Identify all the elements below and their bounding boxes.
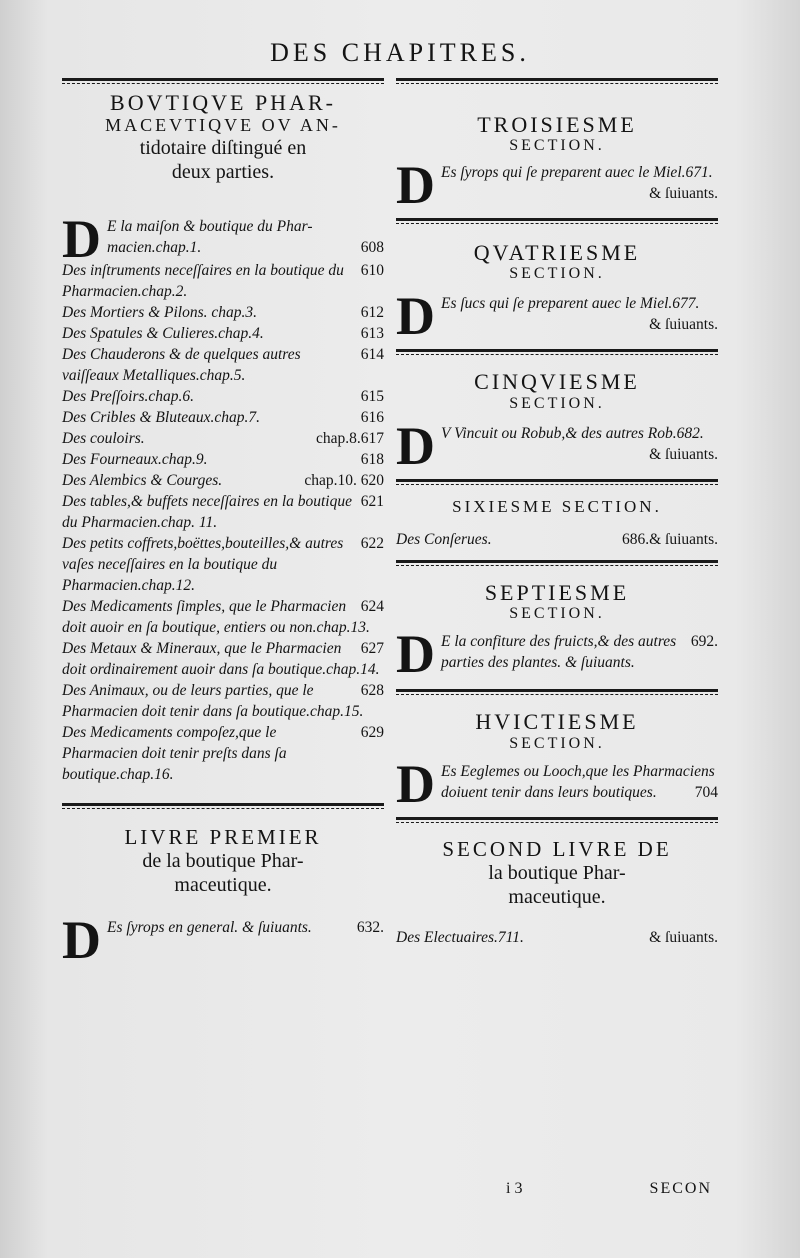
entry-text: Des inſtruments neceſſaires en la boutique du Pharmacien.chap.2. <box>62 261 344 300</box>
entry-page: 616 <box>360 408 384 426</box>
toc-entry <box>62 344 384 386</box>
section-subtitle: SECTION. <box>509 394 605 412</box>
section-block <box>396 709 718 814</box>
toc-entry <box>396 286 718 347</box>
section-title: QVATRIESME <box>473 239 641 265</box>
section-subtitle: SECTION. <box>509 604 605 622</box>
divider-rule <box>396 218 718 224</box>
book-subtitle: de la boutique Phar- <box>142 850 304 873</box>
entry-text: Des Cribles & Bluteaux.chap.7. <box>62 408 261 426</box>
section-heading <box>62 90 384 136</box>
toc-entry <box>62 386 384 407</box>
toc-entry <box>62 407 384 428</box>
section-title: TROISIESME <box>477 112 637 137</box>
heading-subtitle <box>62 136 384 184</box>
drop-capital: D <box>62 208 101 269</box>
entry-page: 628 <box>360 681 384 699</box>
divider-rule <box>62 78 384 84</box>
drop-capital: D <box>396 154 435 215</box>
section-block <box>396 239 718 347</box>
book-subtitle: maceutique. <box>508 886 606 909</box>
entry-page: & ſuiuants. <box>649 446 718 464</box>
section-block <box>396 579 718 685</box>
entry-page: & ſuiuants. <box>649 929 718 947</box>
toc-entry <box>62 596 384 638</box>
section-title: HVICTIESME <box>475 709 639 735</box>
book-heading: LIVRE PREMIER <box>124 824 322 849</box>
signature-mark: i 3 <box>506 1180 523 1197</box>
section-title: SIXIESME SECTION. <box>452 497 662 517</box>
entry-text: Es ſyrops qui ſe preparent auec le Miel.671. <box>441 163 713 181</box>
entry-page: 621 <box>360 492 384 510</box>
entry-page: chap.8.617 <box>315 429 384 447</box>
entry-text: Des Mortiers & Pilons. chap.3. <box>62 303 258 321</box>
toc-entry <box>62 323 384 344</box>
entry-page: 610 <box>360 261 384 279</box>
entry-page: 686.& ſuiuants. <box>621 530 718 548</box>
entry-page: 618 <box>360 450 384 468</box>
entry-text: Des couloirs. <box>62 429 145 447</box>
entry-text: E la maiſon & boutique du Phar- macien.chap.1. <box>107 217 313 256</box>
section-block <box>396 497 718 550</box>
book-subtitle: maceutique. <box>174 874 272 897</box>
entry-page: 608 <box>360 238 384 256</box>
toc-entry <box>62 910 384 971</box>
section-title: CINQVIESME <box>474 369 640 395</box>
entry-page: 627 <box>360 639 384 657</box>
toc-entry <box>396 624 718 685</box>
entry-page: chap.10. 620 <box>304 471 384 489</box>
divider-rule <box>396 479 718 485</box>
section-block <box>396 112 718 215</box>
divider-rule <box>396 817 718 823</box>
toc-entry <box>396 927 718 948</box>
entry-text: Des Electuaires.711. <box>396 929 524 947</box>
entry-page: 632. <box>356 919 384 937</box>
toc-entry <box>62 302 384 323</box>
entry-text: Des Medicaments compoſez,que le Pharmacien doit tenir preſts dans ſa boutique.chap.16. <box>62 723 287 783</box>
entry-text: Des Fourneaux.chap.9. <box>62 450 208 468</box>
subtitle-line: tidotaire diſtingué en <box>139 136 307 159</box>
toc-entry <box>396 154 718 215</box>
section-subtitle: SECTION. <box>509 734 605 752</box>
divider-rule <box>396 349 718 355</box>
toc-entry <box>396 753 718 814</box>
entry-text: Es ſyrops en general. & ſuiuants. <box>107 919 312 937</box>
toc-entry <box>396 529 718 550</box>
entry-page: & ſuiuants. <box>649 184 718 202</box>
entry-text: Des Preſſoirs.chap.6. <box>62 387 195 405</box>
running-head: DES CHAPITRES. <box>270 38 530 67</box>
entry-page: 614 <box>360 345 384 363</box>
drop-capital: D <box>396 624 435 685</box>
subtitle-line: deux parties. <box>171 160 275 183</box>
entry-text: Des Alembics & Courges. <box>62 471 223 489</box>
entry-page: 629 <box>360 723 384 741</box>
toc-entry <box>62 260 384 302</box>
heading-line: MACEVTIQVE OV AN- <box>105 115 341 136</box>
toc-entry <box>62 722 384 785</box>
entry-page: 704 <box>694 783 718 801</box>
section-block <box>396 369 718 477</box>
drop-capital: D <box>396 416 435 477</box>
entry-text: Des Spatules & Culieres.chap.4. <box>62 324 264 342</box>
divider-rule <box>396 560 718 566</box>
heading-line: BOVTIQVE PHAR- <box>110 90 336 115</box>
toc-entry <box>62 533 384 596</box>
toc-entry <box>62 449 384 470</box>
entry-text: Des Medicaments ſimples, que le Pharmacien doit auoir en ſa boutique, entiers ou non.chap.13. <box>62 597 370 636</box>
toc-entry <box>62 680 384 722</box>
entry-text: Des Chauderons & de quelques autres vaiſſeaux Metalliques.chap.5. <box>62 345 301 384</box>
divider-rule <box>396 689 718 695</box>
entry-text: Es Eeglemes ou Looch,que les Pharmaciens doiuent tenir dans leurs boutiques. <box>441 762 715 801</box>
right-column <box>396 72 718 948</box>
entry-text: Des petits coffrets,boëttes,bouteilles,& autres vaſes neceſſaires en la boutique du Pharmacien.chap.12. <box>62 534 344 594</box>
entry-page: & ſuiuants. <box>649 316 718 334</box>
entry-page: 613 <box>360 324 384 342</box>
toc-entry <box>62 208 384 269</box>
entry-page: 615 <box>360 387 384 405</box>
entry-page: 624 <box>360 597 384 615</box>
toc-entry <box>396 416 718 477</box>
toc-list <box>62 260 384 785</box>
drop-capital: D <box>396 753 435 814</box>
divider-rule <box>62 803 384 809</box>
entry-text: E la confiture des fruicts,& des autres parties des plantes. & ſuiuants. <box>441 633 677 672</box>
section-title: SEPTIESME <box>484 579 630 605</box>
book-heading: SECOND LIVRE DE <box>442 836 672 861</box>
toc-entry <box>62 491 384 533</box>
left-column <box>62 72 384 971</box>
section-subtitle: SECTION. <box>509 264 605 282</box>
drop-capital: D <box>62 910 101 971</box>
entry-text: Es ſucs qui ſe preparent auec le Miel.677. <box>441 295 700 313</box>
entry-page: 612 <box>360 303 384 321</box>
toc-entry <box>62 470 384 491</box>
entry-text: V Vincuit ou Robub,& des autres Rob.682. <box>441 425 704 443</box>
entry-text: Des Conſerues. <box>396 530 492 548</box>
entry-text: Des tables,& buffets neceſſaires en la boutique du Pharmacien.chap. 11. <box>62 492 352 531</box>
entry-page: 622 <box>360 534 384 552</box>
catchword: SECON <box>649 1180 712 1197</box>
drop-capital: D <box>396 286 435 347</box>
section-subtitle: SECTION. <box>509 137 605 155</box>
divider-rule <box>396 78 718 84</box>
entry-text: Des Metaux & Mineraux, que le Pharmacien doit ordinairement auoir dans ſa boutique.chap.14. <box>62 639 380 678</box>
toc-entry <box>62 428 384 449</box>
toc-entry <box>62 638 384 680</box>
entry-text: Des Animaux, ou de leurs parties, que le Pharmacien doit tenir dans ſa boutique.chap.15. <box>62 681 364 720</box>
book-subtitle: la boutique Phar- <box>488 862 626 885</box>
entry-page: 692. <box>690 633 718 651</box>
